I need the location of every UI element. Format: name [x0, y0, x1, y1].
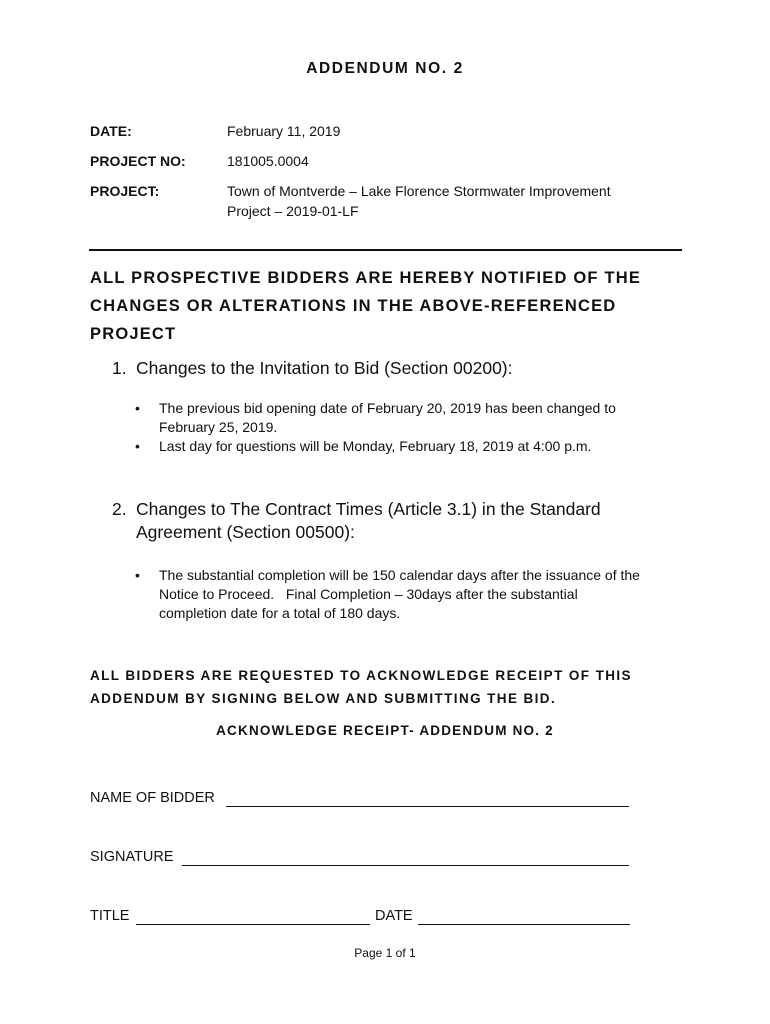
project-value-line: Town of Montverde – Lake Florence Stormwater Improvement: [227, 183, 611, 199]
bullet-line: The previous bid opening date of February 20, 2019 has been changed to: [159, 400, 616, 416]
section-heading-1: [112, 357, 672, 380]
page-number: Page 1 of 1: [354, 946, 416, 960]
section-1-bullets: [133, 399, 683, 456]
bullet-line: completion date for a total of 180 days.: [159, 605, 401, 621]
acknowledge-line: ADDENDUM BY SIGNING BELOW AND SUBMITTING THE BID.: [90, 691, 557, 706]
bullet-dot-icon: •: [135, 438, 140, 454]
section-heading-text: Changes to the Invitation to Bid (Section 00200):: [136, 358, 513, 378]
bullet-item: [133, 437, 683, 456]
signature-label: SIGNATURE: [90, 849, 174, 865]
project-value-line: Project – 2019-01-LF: [227, 203, 359, 219]
project-label: PROJECT:: [90, 183, 160, 199]
bullet-line: Last day for questions will be Monday, February 18, 2019 at 4:00 p.m.: [159, 438, 592, 454]
project-value: [227, 181, 667, 221]
bullet-line: February 25, 2019.: [159, 419, 278, 435]
acknowledge-line: ALL BIDDERS ARE REQUESTED TO ACKNOWLEDGE RECEIPT OF THIS: [90, 668, 632, 683]
signature-line[interactable]: [182, 865, 629, 866]
date-line[interactable]: [418, 924, 630, 925]
document-title: ADDENDUM NO. 2: [306, 60, 464, 77]
project-no-value: 181005.0004: [227, 153, 309, 169]
bullet-item: [133, 566, 683, 623]
bidders-notice: [90, 264, 700, 348]
bullet-dot-icon: •: [135, 567, 140, 583]
bullet-dot-icon: •: [135, 400, 140, 416]
section-heading-2: [112, 498, 672, 544]
name-of-bidder-label: NAME OF BIDDER: [90, 790, 215, 806]
project-no-label: PROJECT NO:: [90, 153, 186, 169]
section-heading-text: Agreement (Section 00500):: [136, 522, 355, 542]
section-2-bullets: [133, 566, 683, 623]
bullet-line: Notice to Proceed. Final Completion – 30days after the substantial: [159, 586, 578, 602]
section-number: 1.: [112, 358, 127, 378]
date-value: February 11, 2019: [227, 123, 341, 139]
notice-line: ALL PROSPECTIVE BIDDERS ARE HEREBY NOTIFIED OF THE: [90, 269, 642, 287]
notice-line: CHANGES OR ALTERATIONS IN THE ABOVE-REFERENCED: [90, 297, 617, 315]
bullet-item: [133, 399, 683, 437]
section-heading-text: Changes to The Contract Times (Article 3.1) in the Standard: [136, 499, 601, 519]
divider-rule: [89, 249, 682, 251]
section-number: 2.: [112, 499, 127, 519]
date-field-label: DATE: [375, 908, 413, 924]
acknowledge-title: ACKNOWLEDGE RECEIPT- ADDENDUM NO. 2: [216, 723, 554, 738]
acknowledge-request: [90, 664, 710, 710]
name-of-bidder-line[interactable]: [226, 806, 629, 807]
title-line[interactable]: [136, 924, 370, 925]
title-label: TITLE: [90, 908, 130, 924]
bullet-line: The substantial completion will be 150 calendar days after the issuance of the: [159, 567, 640, 583]
notice-line: PROJECT: [90, 325, 177, 343]
date-label: DATE:: [90, 123, 132, 139]
